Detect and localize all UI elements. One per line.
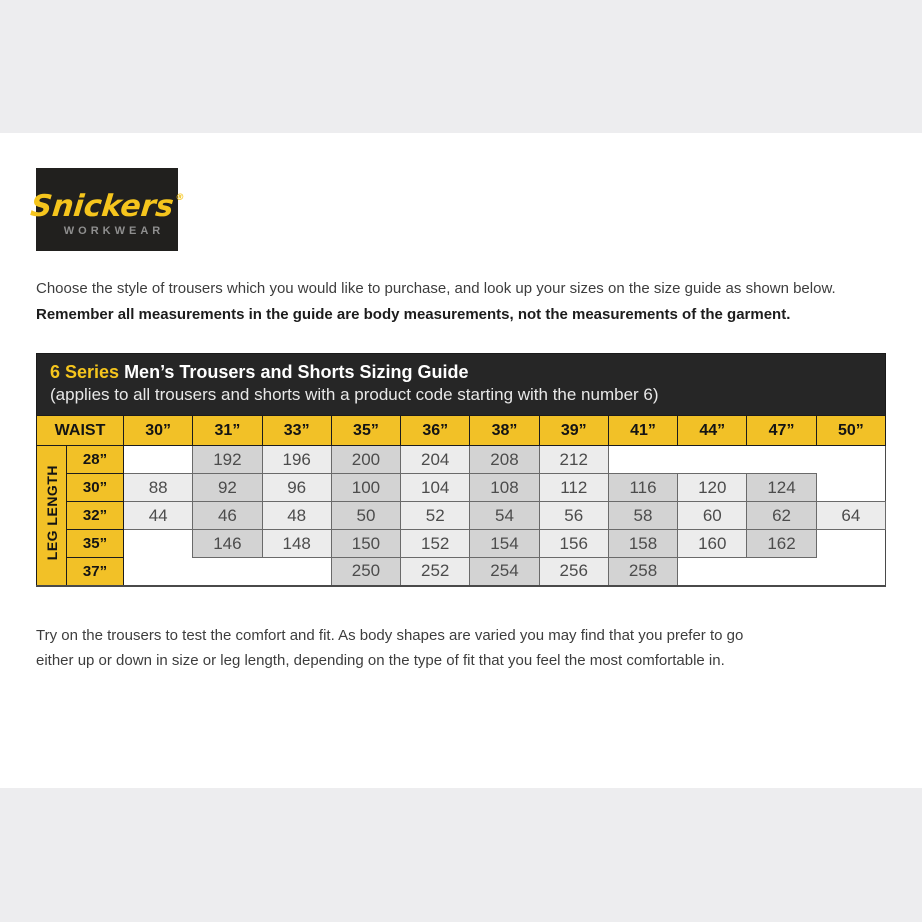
- size-cell: 64: [816, 502, 885, 530]
- size-cell: 150: [331, 530, 400, 558]
- waist-size-header: 50”: [816, 416, 885, 446]
- outro-paragraph: [36, 623, 886, 673]
- size-cell-empty: [747, 558, 816, 586]
- leg-length-axis-cell: [37, 446, 67, 586]
- size-cell-empty: [262, 558, 331, 586]
- size-cell: 250: [331, 558, 400, 586]
- size-cell: 146: [193, 530, 262, 558]
- size-cell-empty: [193, 558, 262, 586]
- intro-line-2-bold: Remember all measurements in the guide are body measurements, not the measurements of the garment.: [36, 306, 791, 323]
- sizing-guide: [36, 353, 886, 587]
- size-cell: 212: [539, 446, 608, 474]
- logo-workwear-text: WORKWEAR: [63, 224, 165, 237]
- logo-wordmark: [28, 183, 185, 222]
- size-cell: 50: [331, 502, 400, 530]
- size-cell: 120: [678, 474, 747, 502]
- size-cell-empty: [747, 446, 816, 474]
- leg-length-header: 28”: [67, 446, 124, 474]
- size-cell: 92: [193, 474, 262, 502]
- waist-size-header: 35”: [331, 416, 400, 446]
- size-cell: 54: [470, 502, 539, 530]
- size-cell: 124: [747, 474, 816, 502]
- size-cell: 46: [193, 502, 262, 530]
- title-text: Men’s Trousers and Shorts Sizing Guide: [124, 362, 469, 382]
- sizing-guide-header: [36, 353, 886, 415]
- waist-size-header: 38”: [470, 416, 539, 446]
- waist-label: WAIST: [37, 416, 124, 446]
- size-cell: 100: [331, 474, 400, 502]
- size-cell: 108: [470, 474, 539, 502]
- leg-length-row: [37, 502, 886, 530]
- size-cell: 104: [401, 474, 470, 502]
- size-cell: 96: [262, 474, 331, 502]
- size-cell: 154: [470, 530, 539, 558]
- intro-line-1: Choose the style of trousers which you would like to purchase, and look up your sizes on the size guide as shown below.: [36, 280, 836, 297]
- waist-size-header: 30”: [124, 416, 193, 446]
- leg-length-row: [37, 558, 886, 586]
- size-cell: 148: [262, 530, 331, 558]
- waist-header-row: [37, 416, 886, 446]
- size-cell: 208: [470, 446, 539, 474]
- leg-length-header: 37”: [67, 558, 124, 586]
- size-cell-empty: [816, 558, 885, 586]
- size-cell: 256: [539, 558, 608, 586]
- size-cell: 60: [678, 502, 747, 530]
- size-cell: 196: [262, 446, 331, 474]
- size-cell: 200: [331, 446, 400, 474]
- size-cell: 56: [539, 502, 608, 530]
- size-cell-empty: [124, 446, 193, 474]
- waist-size-header: 47”: [747, 416, 816, 446]
- waist-size-header: 31”: [193, 416, 262, 446]
- logo-brand-text: Snickers: [28, 188, 175, 224]
- size-cell: 62: [747, 502, 816, 530]
- leg-length-axis-label: LEG LENGTH: [43, 465, 60, 561]
- document-content: [0, 133, 922, 788]
- waist-size-header: 41”: [608, 416, 677, 446]
- size-cell: 48: [262, 502, 331, 530]
- leg-length-header: 32”: [67, 502, 124, 530]
- snickers-logo: [28, 168, 185, 251]
- series-label: 6 Series: [50, 362, 120, 382]
- sizing-guide-title: [50, 360, 872, 384]
- leg-length-header: 35”: [67, 530, 124, 558]
- size-cell-empty: [124, 530, 193, 558]
- outro-line-1: Try on the trousers to test the comfort and fit. As body shapes are varied you may find that you prefer to go: [36, 626, 744, 644]
- sizing-table: [36, 415, 886, 587]
- waist-size-header: 36”: [401, 416, 470, 446]
- size-cell: 252: [401, 558, 470, 586]
- size-cell-empty: [608, 446, 677, 474]
- size-cell: 156: [539, 530, 608, 558]
- registered-trademark-icon: ®: [174, 192, 185, 203]
- waist-size-header: 39”: [539, 416, 608, 446]
- size-cell: 52: [401, 502, 470, 530]
- leg-length-row: [37, 474, 886, 502]
- size-cell: 158: [608, 530, 677, 558]
- size-cell: 258: [608, 558, 677, 586]
- size-cell: 192: [193, 446, 262, 474]
- size-cell: 112: [539, 474, 608, 502]
- size-cell: 254: [470, 558, 539, 586]
- leg-length-header: 30”: [67, 474, 124, 502]
- outro-line-2: either up or down in size or leg length, depending on the type of fit that you feel the most comfortable in.: [36, 651, 725, 669]
- leg-length-row: [37, 446, 886, 474]
- size-cell: 116: [608, 474, 677, 502]
- size-cell-empty: [816, 530, 885, 558]
- size-cell-empty: [816, 446, 885, 474]
- size-cell-empty: [816, 474, 885, 502]
- top-letterbox: [0, 0, 922, 133]
- size-cell: 44: [124, 502, 193, 530]
- intro-paragraph: [36, 276, 886, 328]
- sizing-guide-subtitle: (applies to all trousers and shorts with a product code starting with the number 6): [50, 385, 659, 404]
- size-cell: 152: [401, 530, 470, 558]
- size-cell-empty: [678, 446, 747, 474]
- sizing-table-body: [37, 446, 886, 586]
- size-cell: 162: [747, 530, 816, 558]
- size-cell-empty: [124, 558, 193, 586]
- waist-size-header: 33”: [262, 416, 331, 446]
- size-cell: 58: [608, 502, 677, 530]
- size-cell: 88: [124, 474, 193, 502]
- bottom-letterbox: [0, 788, 922, 922]
- size-cell: 204: [401, 446, 470, 474]
- leg-length-row: [37, 530, 886, 558]
- waist-size-header: 44”: [678, 416, 747, 446]
- size-cell-empty: [678, 558, 747, 586]
- size-cell: 160: [678, 530, 747, 558]
